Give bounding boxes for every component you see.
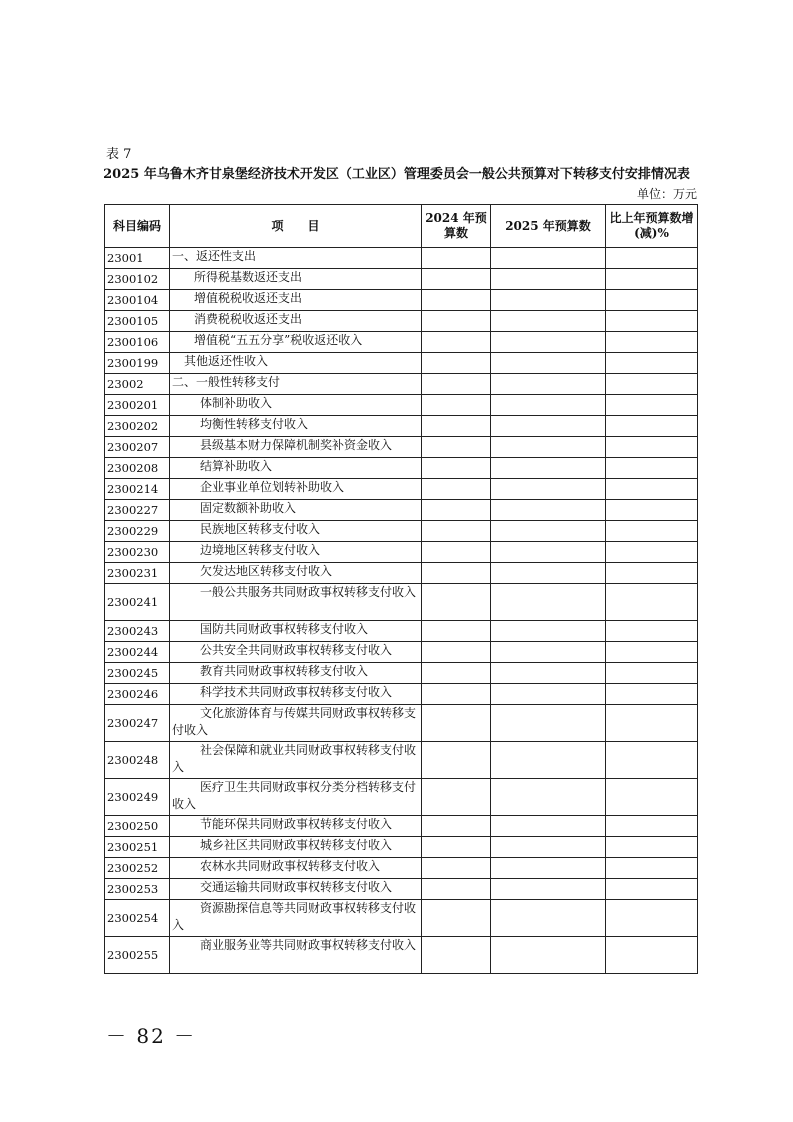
budget-2024-cell <box>422 705 491 742</box>
row-code: 2300229 <box>105 521 170 542</box>
budget-2025-cell <box>491 521 606 542</box>
change-cell <box>606 290 698 311</box>
change-cell <box>606 742 698 779</box>
row-item-label: 二、一般性转移支付 <box>172 375 281 389</box>
row-code: 2300249 <box>105 779 170 816</box>
table-row <box>105 416 698 437</box>
table-row <box>105 395 698 416</box>
budget-2025-cell <box>491 416 606 437</box>
budget-2024-cell <box>422 542 491 563</box>
row-code: 2300207 <box>105 437 170 458</box>
budget-2024-cell <box>422 837 491 858</box>
row-item <box>170 542 422 563</box>
budget-2025-cell <box>491 248 606 269</box>
change-cell <box>606 269 698 290</box>
row-item-label: 体制补助收入 <box>200 396 273 410</box>
budget-2024-cell <box>422 437 491 458</box>
row-item <box>170 816 422 837</box>
row-code: 2300208 <box>105 458 170 479</box>
row-item <box>170 563 422 584</box>
row-item-label: 均衡性转移支付收入 <box>200 417 309 431</box>
row-item <box>170 500 422 521</box>
budget-2025-cell <box>491 374 606 395</box>
change-cell <box>606 311 698 332</box>
table-row <box>105 621 698 642</box>
row-item <box>170 779 422 816</box>
row-item <box>170 458 422 479</box>
row-item-label: 公共安全共同财政事权转移支付收入 <box>200 643 393 657</box>
row-code: 2300250 <box>105 816 170 837</box>
row-code: 2300199 <box>105 353 170 374</box>
table-row <box>105 332 698 353</box>
change-cell <box>606 521 698 542</box>
row-item <box>170 269 422 290</box>
row-code: 2300105 <box>105 311 170 332</box>
row-item <box>170 879 422 900</box>
row-item-label: 社会保障和就业共同财政事权转移支付收入 <box>172 743 417 774</box>
row-item <box>170 416 422 437</box>
row-item <box>170 900 422 937</box>
budget-2025-cell <box>491 584 606 621</box>
table-row <box>105 542 698 563</box>
row-item <box>170 437 422 458</box>
row-item-label: 医疗卫生共同财政事权分类分档转移支付收入 <box>172 780 417 811</box>
row-code: 2300201 <box>105 395 170 416</box>
change-cell <box>606 705 698 742</box>
table-row <box>105 816 698 837</box>
table-label: 表 7 <box>106 147 132 162</box>
budget-2024-cell <box>422 248 491 269</box>
document-title: 2025 年乌鲁木齐甘泉堡经济技术开发区（工业区）管理委员会一般公共预算对下转移支付安排情况表 <box>103 167 690 182</box>
budget-2025-cell <box>491 621 606 642</box>
row-item <box>170 248 422 269</box>
budget-2024-cell <box>422 479 491 500</box>
budget-2025-cell <box>491 479 606 500</box>
header-budget-2025: 2025 年预算数 <box>491 205 606 248</box>
budget-2025-cell <box>491 837 606 858</box>
change-cell <box>606 563 698 584</box>
table-row <box>105 663 698 684</box>
row-item <box>170 374 422 395</box>
row-item-label: 消费税税收返还支出 <box>194 312 303 326</box>
table-row <box>105 684 698 705</box>
row-code: 2300252 <box>105 858 170 879</box>
change-cell <box>606 684 698 705</box>
row-item <box>170 290 422 311</box>
row-item <box>170 479 422 500</box>
table-row <box>105 458 698 479</box>
table-header-row <box>105 205 698 248</box>
row-item-label: 交通运输共同财政事权转移支付收入 <box>200 880 393 894</box>
budget-2025-cell <box>491 705 606 742</box>
budget-2025-cell <box>491 437 606 458</box>
header-budget-2024: 2024 年预算数 <box>422 205 491 248</box>
budget-2024-cell <box>422 621 491 642</box>
change-cell <box>606 816 698 837</box>
budget-2025-cell <box>491 858 606 879</box>
row-code: 2300248 <box>105 742 170 779</box>
table-row <box>105 248 698 269</box>
change-cell <box>606 395 698 416</box>
budget-2024-cell <box>422 563 491 584</box>
row-item <box>170 621 422 642</box>
row-item <box>170 937 422 974</box>
row-item-label: 教育共同财政事权转移支付收入 <box>200 664 369 678</box>
budget-2025-cell <box>491 353 606 374</box>
budget-2024-cell <box>422 395 491 416</box>
table-row <box>105 500 698 521</box>
row-item <box>170 332 422 353</box>
row-item-label: 所得税基数返还支出 <box>194 270 303 284</box>
budget-2025-cell <box>491 663 606 684</box>
table-row <box>105 858 698 879</box>
budget-2024-cell <box>422 290 491 311</box>
row-item-label: 商业服务业等共同财政事权转移支付收入 <box>200 938 417 952</box>
header-item: 项 目 <box>170 205 422 248</box>
row-item <box>170 858 422 879</box>
table-row <box>105 879 698 900</box>
table-row <box>105 353 698 374</box>
budget-2024-cell <box>422 584 491 621</box>
table-row <box>105 705 698 742</box>
budget-2024-cell <box>422 416 491 437</box>
unit-label: 单位：万元 <box>636 187 697 201</box>
row-code: 23002 <box>105 374 170 395</box>
row-item <box>170 584 422 621</box>
budget-2025-cell <box>491 395 606 416</box>
table-row <box>105 311 698 332</box>
table-row <box>105 374 698 395</box>
table-row <box>105 269 698 290</box>
header-change: 比上年预算数增 (减)% <box>606 205 698 248</box>
table-row <box>105 437 698 458</box>
change-cell <box>606 584 698 621</box>
change-cell <box>606 937 698 974</box>
budget-2025-cell <box>491 332 606 353</box>
row-item-label: 增值税税收返还支出 <box>194 291 303 305</box>
table-row <box>105 937 698 974</box>
budget-2025-cell <box>491 816 606 837</box>
budget-2025-cell <box>491 642 606 663</box>
budget-2024-cell <box>422 353 491 374</box>
change-cell <box>606 779 698 816</box>
row-item <box>170 353 422 374</box>
row-code: 2300230 <box>105 542 170 563</box>
budget-2024-cell <box>422 858 491 879</box>
row-item-label: 其他返还性收入 <box>184 354 269 368</box>
row-item <box>170 521 422 542</box>
row-item-label: 结算补助收入 <box>200 459 273 473</box>
row-item <box>170 705 422 742</box>
row-code: 2300106 <box>105 332 170 353</box>
budget-2024-cell <box>422 937 491 974</box>
change-cell <box>606 332 698 353</box>
row-item-label: 边境地区转移支付收入 <box>200 543 321 557</box>
change-cell <box>606 663 698 684</box>
header-code: 科目编码 <box>105 205 170 248</box>
table-row <box>105 290 698 311</box>
budget-2025-cell <box>491 779 606 816</box>
row-item <box>170 395 422 416</box>
row-code: 2300214 <box>105 479 170 500</box>
row-item-label: 节能环保共同财政事权转移支付收入 <box>200 817 393 831</box>
row-item <box>170 311 422 332</box>
budget-2025-cell <box>491 937 606 974</box>
budget-2025-cell <box>491 542 606 563</box>
change-cell <box>606 437 698 458</box>
row-item-label: 文化旅游体育与传媒共同财政事权转移支付收入 <box>172 706 417 737</box>
table-row <box>105 900 698 937</box>
budget-2025-cell <box>491 684 606 705</box>
row-item-label: 国防共同财政事权转移支付收入 <box>200 622 369 636</box>
budget-2024-cell <box>422 779 491 816</box>
change-cell <box>606 458 698 479</box>
table-row <box>105 837 698 858</box>
change-cell <box>606 621 698 642</box>
row-item-label: 欠发达地区转移支付收入 <box>200 564 333 578</box>
budget-2024-cell <box>422 374 491 395</box>
change-cell <box>606 416 698 437</box>
budget-2024-cell <box>422 663 491 684</box>
budget-2024-cell <box>422 500 491 521</box>
row-item-label: 民族地区转移支付收入 <box>200 522 321 536</box>
row-item-label: 县级基本财力保障机制奖补资金收入 <box>200 438 393 452</box>
row-code: 23001 <box>105 248 170 269</box>
row-code: 2300202 <box>105 416 170 437</box>
row-code: 2300244 <box>105 642 170 663</box>
change-cell <box>606 858 698 879</box>
row-code: 2300255 <box>105 937 170 974</box>
table-row <box>105 479 698 500</box>
row-item-label: 企业事业单位划转补助收入 <box>200 480 345 494</box>
budget-2025-cell <box>491 500 606 521</box>
table-row <box>105 742 698 779</box>
row-item <box>170 642 422 663</box>
change-cell <box>606 353 698 374</box>
table-row <box>105 521 698 542</box>
row-code: 2300241 <box>105 584 170 621</box>
change-cell <box>606 542 698 563</box>
budget-2025-cell <box>491 563 606 584</box>
table-row <box>105 642 698 663</box>
row-item <box>170 684 422 705</box>
budget-2024-cell <box>422 521 491 542</box>
row-code: 2300245 <box>105 663 170 684</box>
budget-2024-cell <box>422 900 491 937</box>
change-cell <box>606 248 698 269</box>
change-cell <box>606 479 698 500</box>
table-row <box>105 584 698 621</box>
budget-2024-cell <box>422 684 491 705</box>
row-item-label: 农林水共同财政事权转移支付收入 <box>200 859 381 873</box>
row-item <box>170 742 422 779</box>
budget-2025-cell <box>491 311 606 332</box>
row-item-label: 城乡社区共同财政事权转移支付收入 <box>200 838 393 852</box>
row-code: 2300253 <box>105 879 170 900</box>
budget-2025-cell <box>491 742 606 779</box>
transfer-payment-table <box>104 204 698 974</box>
budget-2024-cell <box>422 879 491 900</box>
row-code: 2300251 <box>105 837 170 858</box>
row-code: 2300247 <box>105 705 170 742</box>
budget-2025-cell <box>491 290 606 311</box>
budget-2024-cell <box>422 816 491 837</box>
budget-2024-cell <box>422 269 491 290</box>
budget-2024-cell <box>422 642 491 663</box>
row-code: 2300227 <box>105 500 170 521</box>
row-item-label: 一、返还性支出 <box>172 249 257 263</box>
budget-2025-cell <box>491 458 606 479</box>
row-item-label: 科学技术共同财政事权转移支付收入 <box>200 685 393 699</box>
budget-2024-cell <box>422 458 491 479</box>
table-row <box>105 779 698 816</box>
row-item-label: 资源勘探信息等共同财政事权转移支付收入 <box>172 901 417 932</box>
row-code: 2300102 <box>105 269 170 290</box>
row-item <box>170 663 422 684</box>
page-number: － 82 － <box>106 1024 197 1048</box>
row-item <box>170 837 422 858</box>
budget-2025-cell <box>491 879 606 900</box>
change-cell <box>606 837 698 858</box>
row-code: 2300254 <box>105 900 170 937</box>
budget-2025-cell <box>491 900 606 937</box>
change-cell <box>606 374 698 395</box>
row-code: 2300231 <box>105 563 170 584</box>
change-cell <box>606 642 698 663</box>
budget-2024-cell <box>422 311 491 332</box>
change-cell <box>606 879 698 900</box>
table-body <box>105 248 698 974</box>
change-cell <box>606 500 698 521</box>
row-code: 2300104 <box>105 290 170 311</box>
budget-2024-cell <box>422 742 491 779</box>
row-code: 2300246 <box>105 684 170 705</box>
change-cell <box>606 900 698 937</box>
row-item-label: 增值税“五五分享”税收返还收入 <box>194 333 363 347</box>
budget-2025-cell <box>491 269 606 290</box>
row-item-label: 固定数额补助收入 <box>200 501 297 515</box>
budget-2024-cell <box>422 332 491 353</box>
row-code: 2300243 <box>105 621 170 642</box>
table-row <box>105 563 698 584</box>
row-item-label: 一般公共服务共同财政事权转移支付收入 <box>200 585 417 599</box>
